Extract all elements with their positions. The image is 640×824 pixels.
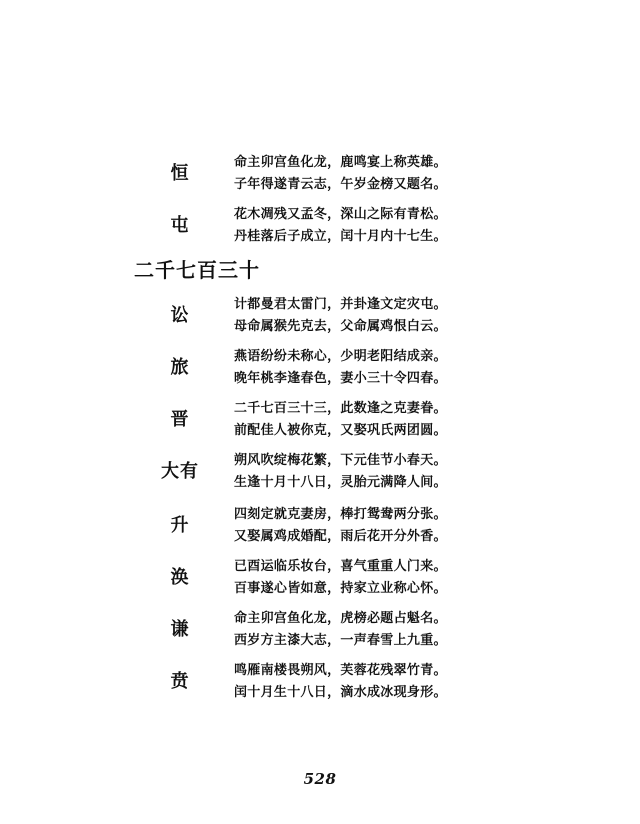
hexagram-name: 大有	[161, 461, 199, 482]
verse-entry	[0, 660, 640, 704]
verse-line: 丹桂落后子成立，闰十月内十七生。	[234, 229, 447, 244]
hexagram-name: 晋	[170, 409, 190, 430]
section-heading: 二千七百三十	[134, 258, 260, 282]
verse-entry	[0, 152, 640, 196]
verse-lines	[234, 152, 447, 196]
verse-line: 鸣雁南楼畏朔风，芙蓉花残翠竹青。	[234, 663, 447, 678]
hexagram-name: 旅	[170, 357, 190, 378]
verse-entry	[0, 346, 640, 390]
hexagram-name: 讼	[170, 305, 190, 326]
verse-entry	[0, 504, 640, 548]
verse-lines	[234, 346, 447, 390]
verse-lines	[234, 450, 447, 494]
verse-lines	[234, 398, 447, 442]
verse-entry	[0, 450, 640, 494]
verse-entry	[0, 398, 640, 442]
verse-line: 命主卯宫鱼化龙，虎榜必题占魁名。	[234, 611, 447, 626]
verse-line: 前配佳人被你克，又娶巩氏两团圆。	[234, 423, 447, 438]
verse-line: 西岁方主漆大志，一声春雪上九重。	[234, 633, 447, 648]
verse-line: 四刻定就克妻房，棒打鸳鸯两分张。	[234, 507, 447, 522]
verse-line: 花木凋残又孟冬，深山之际有青松。	[234, 207, 447, 222]
verse-lines	[234, 504, 447, 548]
page-number: 528	[303, 770, 337, 788]
verse-line: 生逢十月十八日，灵胎元满降人间。	[234, 475, 447, 490]
verse-lines	[234, 608, 447, 652]
verse-lines	[234, 204, 447, 248]
hexagram-name: 升	[170, 515, 190, 536]
hexagram-name: 涣	[170, 567, 190, 588]
verse-line: 计都曼君太雷门，并卦逢文定灾屯。	[234, 297, 447, 312]
verse-line: 已酉运临乐妆台，喜气重重人门来。	[234, 559, 447, 574]
verse-line: 朔风吹绽梅花繁，下元佳节小春天。	[234, 453, 447, 468]
verse-line: 百事遂心皆如意，持家立业称心怀。	[234, 581, 447, 596]
hexagram-name: 谦	[170, 619, 190, 640]
verse-entry	[0, 608, 640, 652]
verse-line: 闰十月生十八日，滴水成冰现身形。	[234, 685, 447, 700]
verse-entry	[0, 556, 640, 600]
hexagram-name: 恒	[170, 163, 190, 184]
verse-lines	[234, 294, 447, 338]
verse-entry	[0, 294, 640, 338]
verse-line: 子年得遂青云志，午岁金榜又题名。	[234, 177, 447, 192]
verse-lines	[234, 556, 447, 600]
verse-line: 母命属猴先克去，父命属鸡恨白云。	[234, 319, 447, 334]
verse-entry	[0, 204, 640, 248]
verse-line: 晚年桃李逢春色，妻小三十令四春。	[234, 371, 447, 386]
verse-line: 命主卯宫鱼化龙，鹿鸣宴上称英雄。	[234, 155, 447, 170]
hexagram-name: 屯	[170, 215, 190, 236]
verse-line: 又娶属鸡成婚配，雨后花开分外香。	[234, 529, 447, 544]
verse-line: 燕语纷纷未称心，少明老阳结成亲。	[234, 349, 447, 364]
verse-line: 二千七百三十三，此数逢之克妻眷。	[234, 401, 447, 416]
hexagram-name: 贲	[170, 671, 190, 692]
verse-lines	[234, 660, 447, 704]
